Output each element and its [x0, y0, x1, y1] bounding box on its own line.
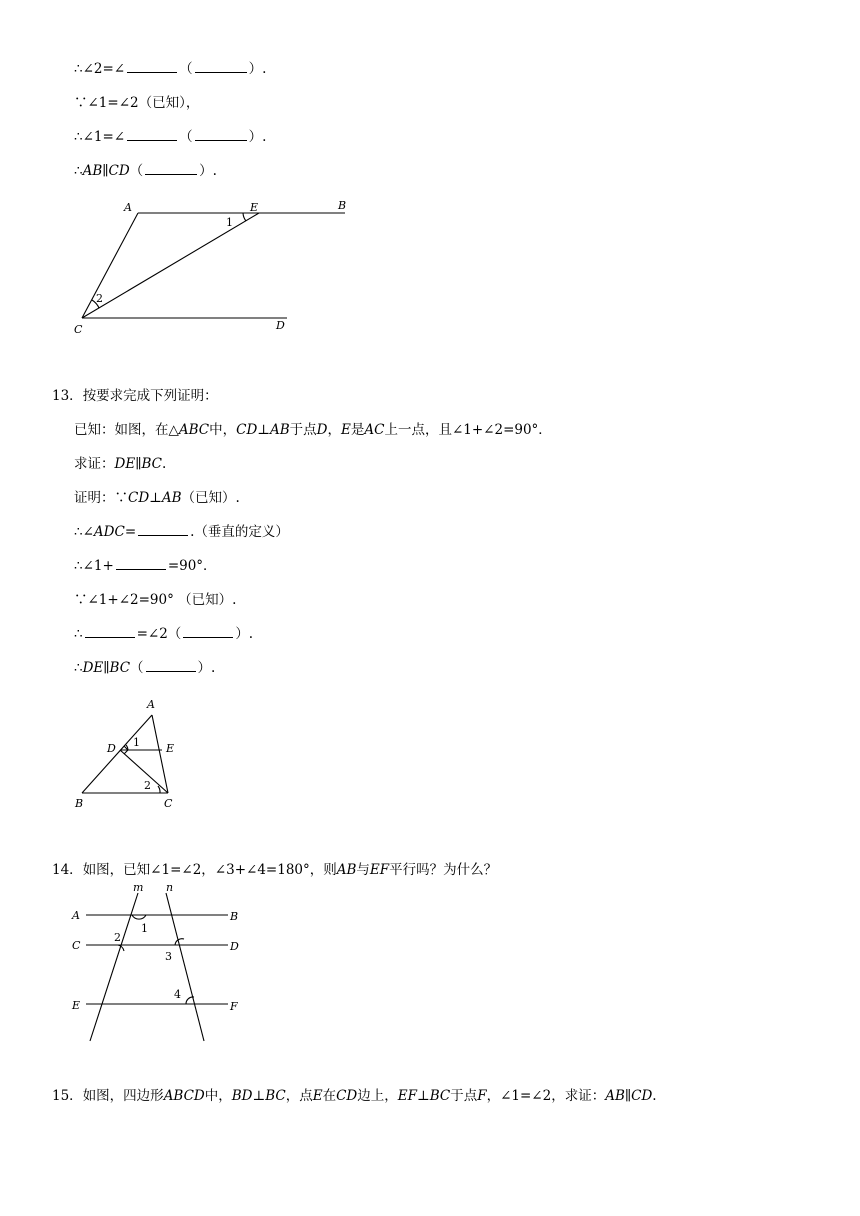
- label-b: B: [230, 910, 239, 923]
- angle-2-label: 2: [114, 931, 121, 944]
- label-m: m: [133, 881, 144, 894]
- q13-prove: 求证：DE∥BC.: [74, 456, 167, 472]
- angle-3-label: 3: [165, 950, 172, 963]
- label-c: C: [72, 939, 81, 952]
- angle-1-label: 1: [226, 216, 233, 229]
- angle-2-label: 2: [96, 292, 103, 305]
- label-a: A: [72, 909, 80, 922]
- q14-question: 14．如图，已知∠1=∠2，∠3+∠4=180°，则AB与EF平行吗？为什么？: [52, 862, 498, 878]
- q13-step-2: ∴∠ADC= .（垂直的定义）: [74, 524, 289, 540]
- label-e: E: [250, 201, 259, 214]
- q13-step-5: ∴ =∠2（ ）.: [74, 626, 254, 642]
- label-e: E: [166, 742, 175, 755]
- q13-step-1: 证明：∵CD⊥AB（已知）.: [74, 490, 240, 506]
- angle-2-arc: [118, 945, 124, 951]
- q12-step-1: ∴∠2=∠ （ ）.: [74, 61, 267, 77]
- angle-1-arc: [132, 915, 146, 919]
- q13-step-3: ∴∠1+ =90°．: [74, 558, 217, 574]
- angle-2-label: 2: [144, 779, 151, 792]
- label-b: B: [338, 199, 347, 212]
- q12-step-4: ∴AB∥CD（ ）.: [74, 163, 217, 179]
- q13-step-6: ∴DE∥BC（ ）.: [74, 660, 216, 676]
- q12-step-3: ∴∠1=∠ （ ）.: [74, 129, 267, 145]
- label-d: D: [107, 742, 116, 755]
- angle-1-label: 1: [133, 736, 140, 749]
- label-a: A: [147, 698, 155, 711]
- label-d: D: [230, 940, 239, 953]
- q15-question: 15．如图，四边形ABCD中，BD⊥BC，点E在CD边上，EF⊥BC于点F，∠1=∠2，求证：AB∥CD.: [52, 1088, 657, 1104]
- label-n: n: [166, 881, 174, 894]
- label-a: A: [124, 201, 132, 214]
- label-c: C: [74, 323, 83, 336]
- q13-title: 13．按要求完成下列证明：: [52, 388, 218, 404]
- q13-step-4: ∵∠1+∠2=90° （已知）.: [74, 592, 237, 608]
- label-b: B: [75, 797, 84, 810]
- angle-4-label: 4: [174, 988, 181, 1001]
- label-d: D: [276, 319, 285, 332]
- label-f: F: [230, 1000, 238, 1013]
- label-e: E: [72, 999, 81, 1012]
- q12-step-2: ∵∠1=∠2（已知），: [74, 95, 200, 111]
- q13-given: 已知：如图，在△ABC中，CD⊥AB于点D，E是AC上一点，且∠1+∠2=90°．: [74, 422, 552, 438]
- angle-1-label: 1: [141, 922, 148, 935]
- label-c: C: [164, 797, 173, 810]
